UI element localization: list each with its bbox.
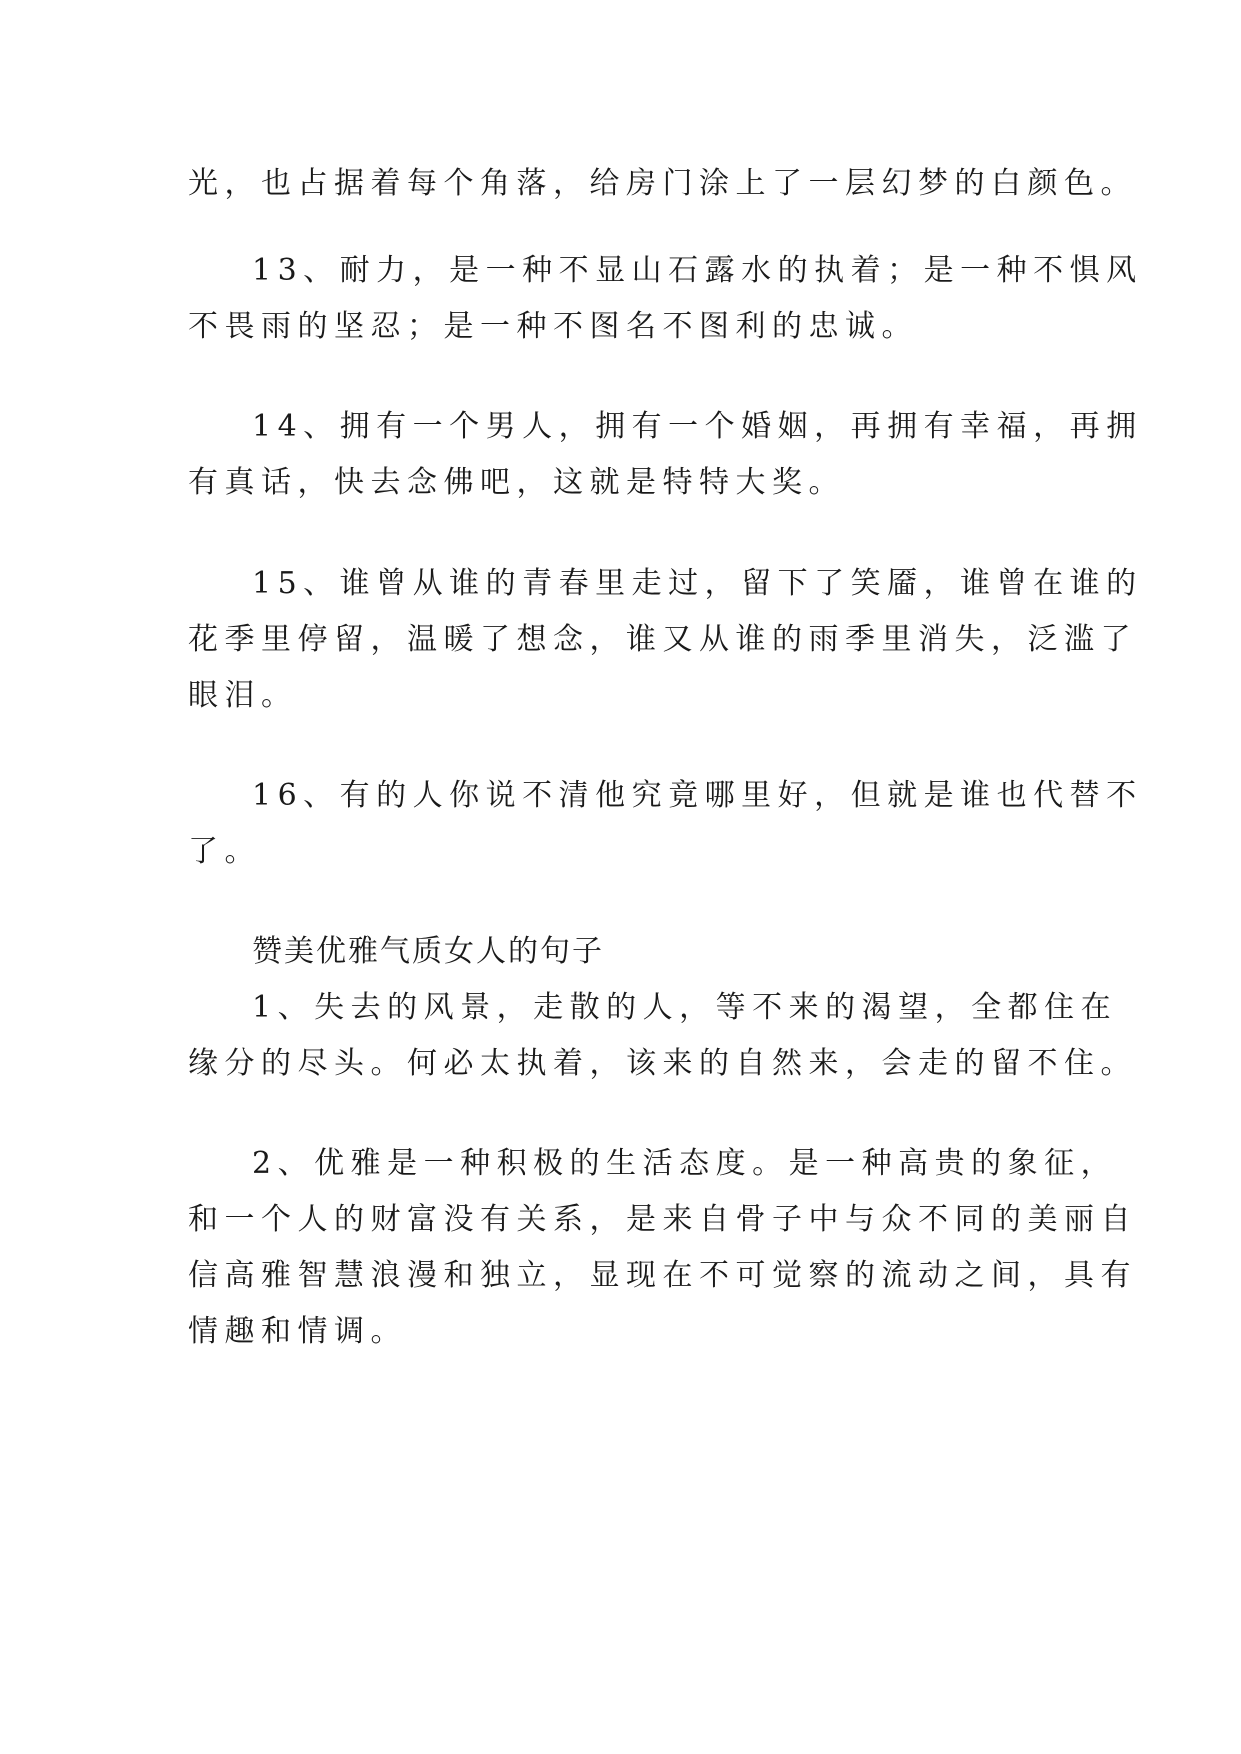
paragraph-line: 缘分的尽头。何必太执着，该来的自然来，会走的留不住。	[188, 1046, 1137, 1081]
paragraph-line: 光，也占据着每个角落，给房门涂上了一层幻梦的白颜色。	[188, 166, 1137, 201]
paragraph-line: 15、谁曾从谁的青春里走过，留下了笑靥，谁曾在谁的	[252, 566, 1143, 601]
paragraph-line: 不畏雨的坚忍；是一种不图名不图利的忠诚。	[188, 309, 918, 344]
paragraph-line: 花季里停留，温暖了想念，谁又从谁的雨季里消失，泛滥了	[188, 622, 1137, 657]
paragraph-line: 13、耐力，是一种不显山石露水的执着；是一种不惧风	[252, 253, 1143, 288]
paragraph-line: 14、拥有一个男人，拥有一个婚姻，再拥有幸福，再拥	[252, 409, 1143, 444]
paragraph-line: 和一个人的财富没有关系，是来自骨子中与众不同的美丽自	[188, 1202, 1137, 1237]
paragraph-line: 1、失去的风景，走散的人，等不来的渴望，全都住在	[252, 990, 1118, 1025]
paragraph-line: 信高雅智慧浪漫和独立，显现在不可觉察的流动之间，具有	[188, 1258, 1137, 1293]
paragraph-line: 2、优雅是一种积极的生活态度。是一种高贵的象征，	[252, 1146, 1118, 1181]
paragraph-line: 有真话，快去念佛吧，这就是特特大奖。	[188, 465, 845, 500]
section-heading: 赞美优雅气质女人的句子	[252, 934, 604, 969]
paragraph-line: 情趣和情调。	[188, 1314, 407, 1349]
paragraph-line: 16、有的人你说不清他究竟哪里好，但就是谁也代替不	[252, 778, 1143, 813]
paragraph-line: 眼泪。	[188, 678, 298, 713]
paragraph-line: 了。	[188, 834, 261, 869]
